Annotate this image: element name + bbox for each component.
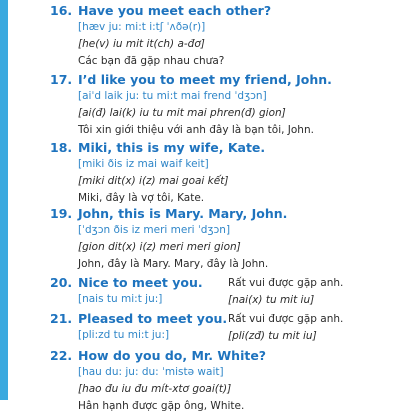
english-phrase: Have you meet each other? <box>78 3 272 18</box>
vietnamese-translation: Rất vui được gặp anh. <box>228 277 344 289</box>
english-phrase: I’d like you to meet my friend, John. <box>78 72 332 87</box>
ipa-transcription: [hæv ju: mi:t i:tʃ ˈʌðə(r)] <box>78 21 206 33</box>
phrase-entry-20 <box>0 275 400 308</box>
vietnamese-pronunciation: [he(v) iu mit it(ch) a-đơ] <box>78 38 205 50</box>
english-phrase: Miki, this is my wife, Kate. <box>78 140 266 155</box>
ipa-transcription: [ˈdʒɔn ðis iz meri meri ˈdʒɔn] <box>78 224 231 236</box>
ipa-transcription: [aiˈd laik ju: tu mi:t mai frend ˈdʒɔn] <box>78 90 267 102</box>
vietnamese-pronunciation: [hao đu iu đu mít-xtơ goai(t)] <box>78 383 232 395</box>
ipa-transcription: [nais tu mi:t ju:] <box>78 293 163 305</box>
vietnamese-pronunciation: [pli(zđ) tu mit iu] <box>228 330 317 342</box>
entry-number: 16. <box>50 3 73 18</box>
phrase-entry-21 <box>0 311 400 344</box>
ipa-transcription: [pli:zd tu mi:t ju:] <box>78 329 170 341</box>
vietnamese-translation: Các bạn đã gặp nhau chưa? <box>78 55 225 67</box>
english-phrase: John, this is Mary. Mary, John. <box>78 206 288 221</box>
right-column <box>228 311 343 345</box>
entry-number: 21. <box>50 311 73 326</box>
vietnamese-pronunciation: [miki dit(x) i(z) mai goai kết] <box>78 175 229 187</box>
entry-number: 19. <box>50 206 73 221</box>
entry-number: 17. <box>50 72 73 87</box>
english-phrase: Nice to meet you. <box>78 275 203 290</box>
vietnamese-translation: Miki, đây là vợ tôi, Kate. <box>78 192 205 204</box>
entry-number: 20. <box>50 275 73 290</box>
vietnamese-translation: Rất vui được gặp anh. <box>228 313 344 325</box>
english-phrase: How do you do, Mr. White? <box>78 348 267 363</box>
ipa-transcription: [hau du: ju: du: ˈmistə wait] <box>78 366 224 378</box>
vietnamese-translation: John, đây là Mary. Mary, đây là John. <box>78 258 269 270</box>
vietnamese-translation: Hân hạnh được gặp ông, White. <box>78 400 245 412</box>
vietnamese-translation: Tôi xin giới thiệu với anh đây là bạn tôi, John. <box>78 124 314 136</box>
english-phrase: Pleased to meet you. <box>78 311 228 326</box>
right-column <box>228 275 343 309</box>
ipa-transcription: [miki ðis iz mai waif keit] <box>78 158 209 170</box>
vietnamese-pronunciation: [gion dit(x) i(z) meri meri gion] <box>78 241 241 253</box>
entry-number: 18. <box>50 140 73 155</box>
entry-number: 22. <box>50 348 73 363</box>
vietnamese-pronunciation: [nai(x) tu mit iu] <box>228 294 315 306</box>
vietnamese-pronunciation: [ai(đ) lai(k) iu tu mit mai phren(đ) gion] <box>78 107 286 119</box>
